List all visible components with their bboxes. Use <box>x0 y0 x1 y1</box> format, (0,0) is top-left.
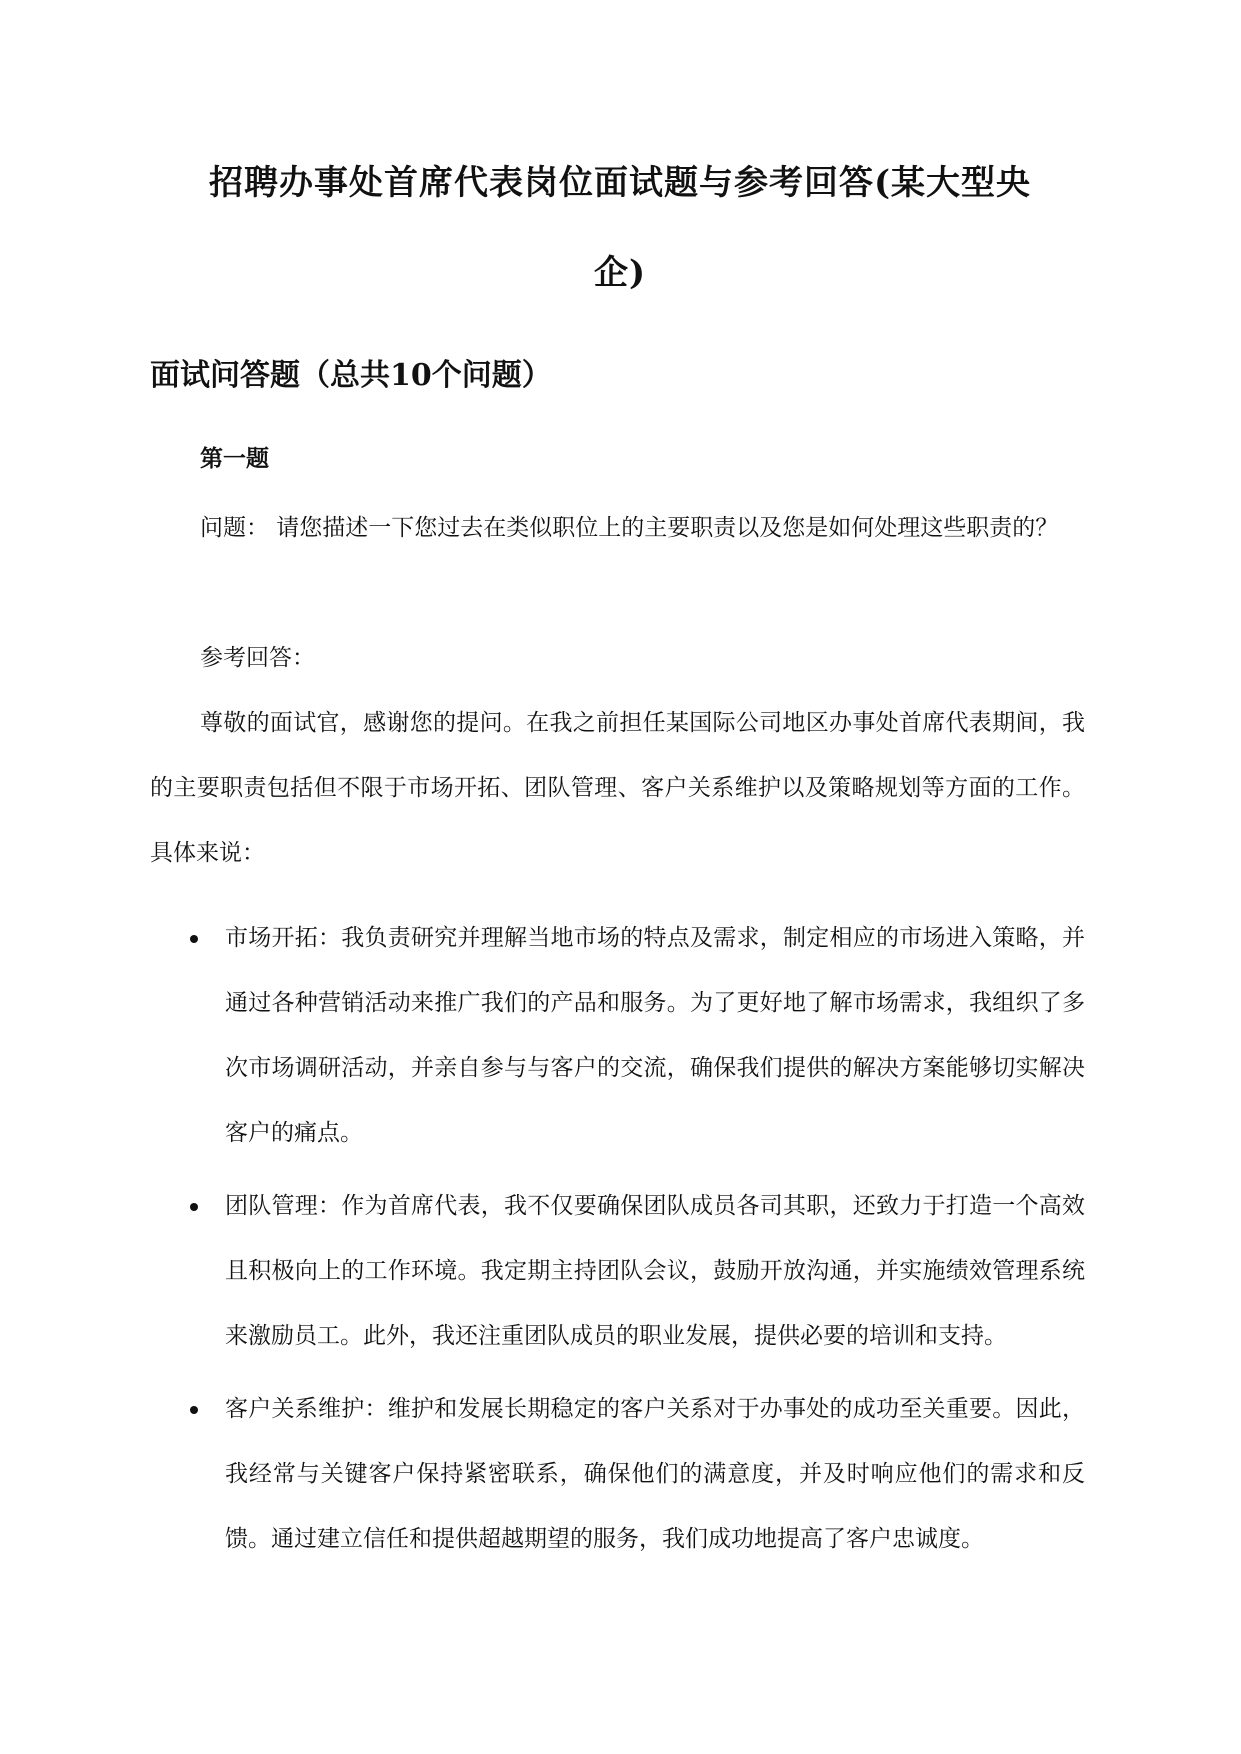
section-heading: 面试问答题（总共10个问题） <box>150 358 552 393</box>
document-title-line-2: 企) <box>593 253 647 293</box>
bullet-icon <box>190 1203 198 1211</box>
bullet-item-market-development <box>150 906 1085 1166</box>
bullet-text: 市场开拓：我负责研究并理解当地市场的特点及需求，制定相应的市场进入策略，并通过各种营销活动来推广我们的产品和服务。为了更好地了解市场需求，我组织了多次市场调研活动，并亲自参与与客户的交流，确保我们提供的解决方案能够切实解决客户的痛点。 <box>225 925 1085 1146</box>
bullet-icon <box>190 935 198 943</box>
bullet-item-team-management <box>150 1174 1085 1369</box>
answer-bullet-list <box>150 906 1085 1580</box>
bullet-text: 团队管理：作为首席代表，我不仅要确保团队成员各司其职，还致力于打造一个高效且积极向上的工作环境。我定期主持团队会议，鼓励开放沟通，并实施绩效管理系统来激励员工。此外，我还注重团队成员的职业发展，提供必要的培训和支持。 <box>225 1193 1085 1349</box>
answer-intro-paragraph: 尊敬的面试官，感谢您的提问。在我之前担任某国际公司地区办事处首席代表期间，我的主要职责包括但不限于市场开拓、团队管理、客户关系维护以及策略规划等方面的工作。具体来说： <box>150 710 1085 866</box>
bullet-icon <box>190 1406 198 1414</box>
document-title-line-1: 招聘办事处首席代表岗位面试题与参考回答(某大型央 <box>208 163 1032 203</box>
bullet-item-customer-relations <box>150 1377 1085 1572</box>
bullet-text: 客户关系维护：维护和发展长期稳定的客户关系对于办事处的成功至关重要。因此，我经常与关键客户保持紧密联系，确保他们的满意度，并及时响应他们的需求和反馈。通过建立信任和提供超越期望的服务，我们成功地提高了客户忠诚度。 <box>225 1396 1085 1552</box>
question-heading: 第一题 <box>200 445 269 472</box>
question-text: 问题： 请您描述一下您过去在类似职位上的主要职责以及您是如何处理这些职责的？ <box>200 515 1059 541</box>
reference-answer-label: 参考回答： <box>200 645 315 671</box>
